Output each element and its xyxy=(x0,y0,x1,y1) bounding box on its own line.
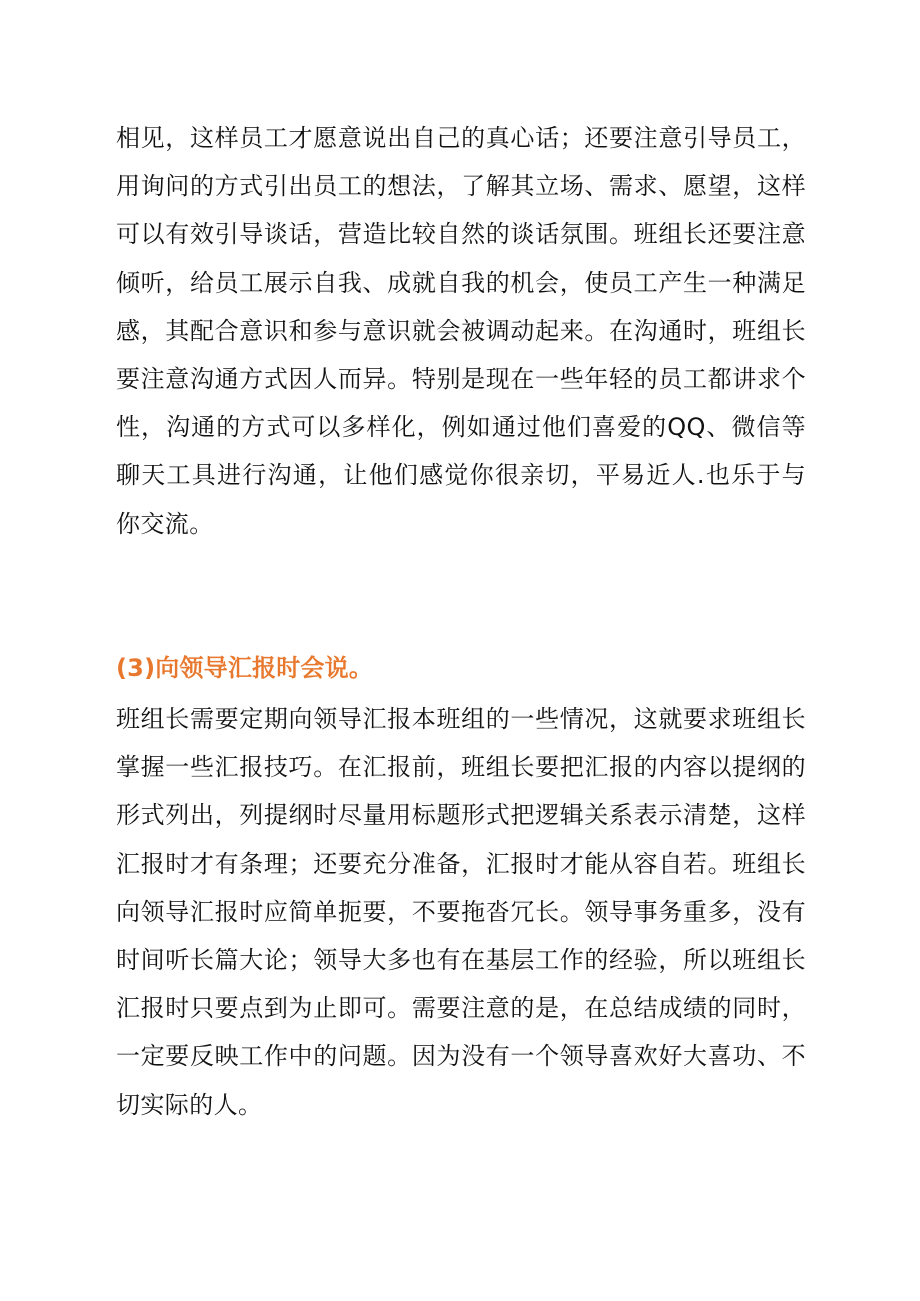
section-heading-report-to-leader: (3)向领导汇报时会说。 xyxy=(116,654,374,682)
body-paragraph-reporting: 班组长需要定期向领导汇报本班组的一些情况，这就要求班组长掌握一些汇报技巧。在汇报前，班组长要把汇报的内容以提纲的形式列出，列提纲时尽量用标题形式把逻辑关系表示清楚，这样汇报时才有条理；还要充分准备，汇报时才能从容自若。班组长向领导汇报时应简单扼要，不要拖沓冗长。领导事务重多，没有时间听长篇大论；领导大多也有在基层工作的经验，所以班组长汇报时只要点到为止即可。需要注意的是，在总结成绩的同时，一定要反映工作中的问题。因为没有一个领导喜欢好大喜功、不切实际的人。 xyxy=(116,705,806,1119)
body-paragraph-communication: 相见，这样员工才愿意说出自己的真心话；还要注意引导员工，用询问的方式引出员工的想法，了解其立场、需求、愿望，这样可以有效引导谈话，营造比较自然的谈话氛围。班组长还要注意倾听，给员工展示自我、成就自我的机会，使员工产生一种满足感，其配合意识和参与意识就会被调动起来。在沟通时，班组长要注意沟通方式因人而异。特别是现在一些年轻的员工都讲求个性，沟通的方式可以多样化，例如通过他们喜爱的QQ、微信等聊天工具进行沟通，让他们感觉你很亲切，平易近人.也乐于与你交流。 xyxy=(116,124,806,538)
